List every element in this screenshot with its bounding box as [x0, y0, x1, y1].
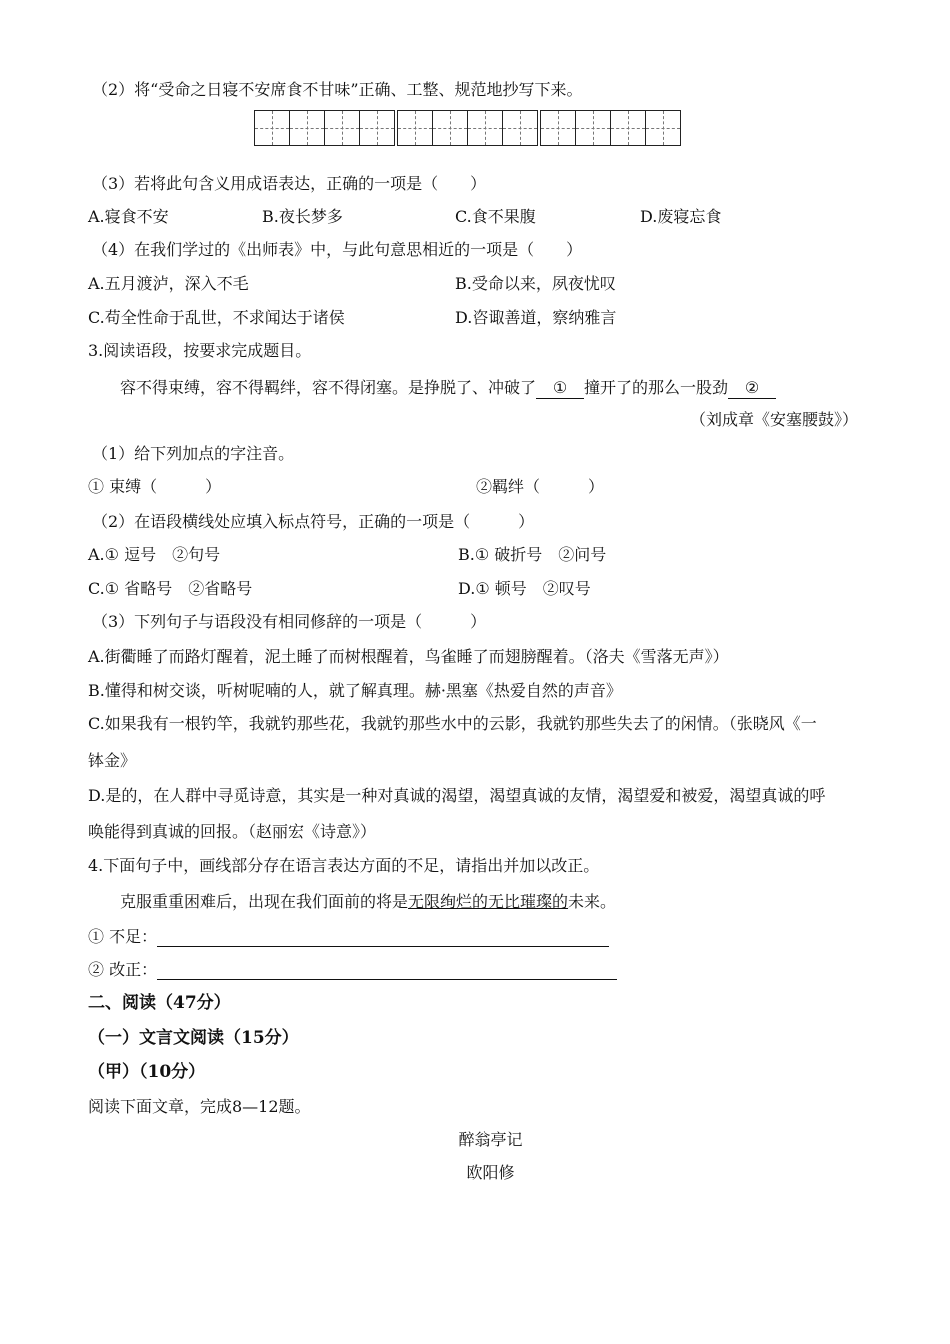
q2-4-option-c[interactable]: C.苟全性命于乱世，不求闻达于诸侯	[88, 308, 345, 327]
q4-answer-blank-2[interactable]	[157, 961, 617, 980]
grid-cell[interactable]	[467, 110, 503, 146]
grid-cell[interactable]	[324, 110, 360, 146]
q3-2-option-a[interactable]: A.① 逗号 ②句号	[88, 545, 221, 564]
q2-3-stem: （3）若将此句含义用成语表达，正确的一项是（ ）	[92, 174, 487, 193]
q4-sentence-part-a: 克服重重困难后，出现在我们面前的将是	[120, 892, 409, 911]
section-2-title: 二、阅读（47分）	[88, 993, 231, 1013]
q2-3-option-d[interactable]: D.废寝忘食	[640, 207, 722, 226]
q3-3-option-a[interactable]: A.街衢睡了而路灯醒着，泥土睡了而树根醒着，鸟雀睡了而翅膀醒着。（洛夫《雪落无声》）	[88, 647, 729, 666]
q2-4-option-b[interactable]: B.受命以来，夙夜忧叹	[455, 274, 616, 293]
q2-4-option-a[interactable]: A.五月渡泸，深入不毛	[88, 274, 249, 293]
grid-cell[interactable]	[610, 110, 646, 146]
q3-blank-2[interactable]: ②	[728, 378, 776, 399]
q4-sentence	[120, 892, 616, 912]
q3-passage-part-a: 容不得束缚，容不得羁绊，容不得闭塞。是挣脱了、冲破了	[120, 378, 537, 397]
q3-3-option-c-line1[interactable]: C.如果我有一根钓竿，我就钓那些花，我就钓那些水中的云影，我就钓那些失去了的闲情。（张晓风《一	[88, 714, 817, 733]
grid-group-1	[255, 110, 395, 146]
q3-3-option-d-line2[interactable]: 唤能得到真诚的回报。（赵丽宏《诗意》）	[88, 822, 377, 841]
grid-cell[interactable]	[540, 110, 576, 146]
q3-passage-part-b: 撞开了的那么一股劲	[584, 378, 729, 397]
q4-line-2	[88, 960, 617, 980]
section-2-instruction: 阅读下面文章，完成8—12题。	[88, 1097, 311, 1116]
q3-2-option-b[interactable]: B.① 破折号 ②问号	[458, 545, 607, 564]
q2-4-option-d[interactable]: D.咨诹善道，察纳雅言	[455, 308, 617, 327]
writing-grid[interactable]	[255, 110, 684, 146]
grid-cell[interactable]	[502, 110, 538, 146]
q3-title: 3.阅读语段，按要求完成题目。	[88, 341, 312, 360]
essay-title: 醉翁亭记	[458, 1130, 523, 1149]
q3-3-option-c-line2[interactable]: 钵金》	[88, 751, 137, 770]
q3-2-option-d[interactable]: D.① 顿号 ②叹号	[458, 579, 591, 598]
q4-sentence-part-b: 未来。	[568, 892, 617, 911]
q2-3-option-a[interactable]: A.寝食不安	[88, 207, 169, 226]
q4-line-1	[88, 927, 609, 947]
q3-1-item-b[interactable]: ②羁绊（ ）	[476, 477, 605, 496]
q2-3-option-c[interactable]: C.食不果腹	[455, 207, 536, 226]
grid-cell[interactable]	[397, 110, 433, 146]
q3-passage	[120, 378, 776, 399]
section-2-jia: （甲）（10分）	[88, 1062, 206, 1082]
grid-cell[interactable]	[432, 110, 468, 146]
essay-author: 欧阳修	[466, 1163, 515, 1182]
q2-3-option-b[interactable]: B.夜长梦多	[262, 207, 343, 226]
grid-group-2	[398, 110, 538, 146]
grid-cell[interactable]	[575, 110, 611, 146]
section-2-sub-title: （一）文言文阅读（15分）	[88, 1028, 299, 1048]
q4-answer-blank-1[interactable]	[157, 928, 609, 947]
q2-4-stem: （4）在我们学过的《出师表》中，与此句意思相近的一项是（ ）	[92, 240, 583, 259]
q3-3-stem: （3）下列句子与语段没有相同修辞的一项是（ ）	[92, 612, 487, 631]
q4-title: 4.下面句子中，画线部分存在语言表达方面的不足，请指出并加以改正。	[88, 856, 600, 875]
q3-source: （刘成章《安塞腰鼓》）	[689, 410, 858, 429]
q3-2-option-c[interactable]: C.① 省略号 ②省略号	[88, 579, 253, 598]
q3-blank-1[interactable]: ①	[536, 378, 584, 399]
q3-3-option-b[interactable]: B.懂得和树交谈，听树呢喃的人，就了解真理。赫·黑塞《热爱自然的声音》	[88, 681, 622, 700]
q3-2-stem: （2）在语段横线处应填入标点符号，正确的一项是（ ）	[92, 512, 535, 531]
q4-underlined-phrase: 无限绚烂的无比璀璨的	[408, 892, 569, 911]
grid-group-3	[541, 110, 681, 146]
q3-1-stem: （1）给下列加点的字注音。	[92, 444, 295, 463]
q4-line-2-label: ② 改正：	[88, 960, 158, 979]
q3-3-option-d-line1[interactable]: D.是的，在人群中寻觅诗意，其实是一种对真诚的渴望，渴望真诚的友情，渴望爱和被爱，渴望真诚的呼	[88, 786, 826, 805]
q2-2-stem: （2）将“受命之日寝不安席食不甘味”正确、工整、规范地抄写下来。	[92, 80, 583, 99]
q3-1-item-a[interactable]: ① 束缚（ ）	[88, 477, 222, 496]
grid-cell[interactable]	[289, 110, 325, 146]
grid-cell[interactable]	[359, 110, 395, 146]
grid-cell[interactable]	[645, 110, 681, 146]
grid-cell[interactable]	[254, 110, 290, 146]
q4-line-1-label: ① 不足：	[88, 927, 158, 946]
